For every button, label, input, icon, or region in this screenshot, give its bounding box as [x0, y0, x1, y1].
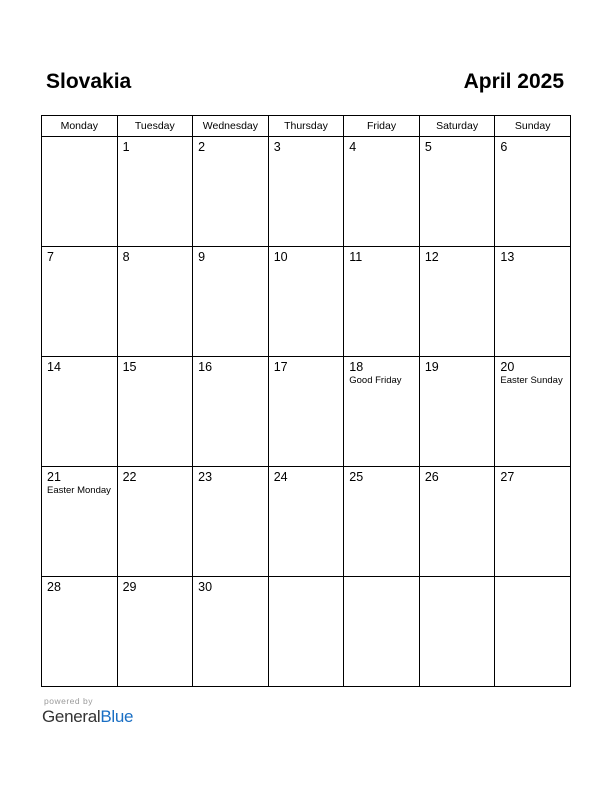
day-cell	[193, 357, 269, 467]
footer-branding	[42, 696, 133, 727]
day-number: 1	[122, 140, 130, 154]
day-cell	[344, 467, 420, 577]
day-cell	[268, 357, 344, 467]
week-row	[42, 247, 571, 357]
day-cell	[344, 137, 420, 247]
empty-day-cell	[268, 577, 344, 687]
generalblue-logo	[42, 707, 133, 727]
day-cell	[495, 467, 571, 577]
holiday-label: Easter Sunday	[500, 375, 563, 386]
day-number: 25	[349, 470, 364, 484]
day-number: 6	[500, 140, 508, 154]
day-number: 3	[273, 140, 281, 154]
day-cell	[117, 577, 193, 687]
day-number: 8	[122, 250, 130, 264]
day-cell	[419, 467, 495, 577]
weekday-header: Saturday	[419, 116, 495, 137]
day-cell	[344, 247, 420, 357]
weekday-header: Friday	[344, 116, 420, 137]
day-number: 19	[424, 360, 439, 374]
day-number: 20	[500, 360, 515, 374]
weekday-header: Monday	[42, 116, 118, 137]
month-year-title: April 2025	[463, 70, 564, 93]
day-number: 5	[424, 140, 432, 154]
week-row	[42, 137, 571, 247]
day-cell	[419, 137, 495, 247]
day-number: 4	[349, 140, 357, 154]
day-number: 17	[273, 360, 288, 374]
week-row	[42, 467, 571, 577]
day-number: 16	[198, 360, 213, 374]
day-cell	[268, 467, 344, 577]
day-cell	[419, 357, 495, 467]
day-number: 24	[273, 470, 288, 484]
powered-by-text: powered by	[44, 696, 93, 706]
day-cell	[268, 137, 344, 247]
day-number: 29	[122, 580, 137, 594]
day-number: 26	[424, 470, 439, 484]
day-cell	[117, 467, 193, 577]
empty-day-cell	[495, 577, 571, 687]
day-cell	[419, 247, 495, 357]
day-number: 10	[273, 250, 288, 264]
day-number: 23	[198, 470, 213, 484]
day-cell	[42, 577, 118, 687]
week-row	[42, 577, 571, 687]
calendar-header	[41, 70, 570, 100]
day-cell	[495, 357, 571, 467]
country-title: Slovakia	[46, 70, 132, 93]
day-number: 18	[349, 360, 364, 374]
empty-day-cell	[42, 137, 118, 247]
day-number: 11	[349, 250, 363, 264]
day-number: 22	[122, 470, 137, 484]
day-cell	[495, 247, 571, 357]
day-number: 15	[122, 360, 137, 374]
holiday-label: Good Friday	[349, 375, 402, 386]
day-cell	[268, 247, 344, 357]
day-number: 13	[500, 250, 515, 264]
day-number: 2	[198, 140, 206, 154]
empty-day-cell	[419, 577, 495, 687]
week-row	[42, 357, 571, 467]
empty-day-cell	[344, 577, 420, 687]
day-cell	[42, 467, 118, 577]
day-number: 12	[424, 250, 439, 264]
day-cell	[42, 247, 118, 357]
day-cell	[42, 357, 118, 467]
day-cell	[344, 357, 420, 467]
day-number: 30	[198, 580, 213, 594]
day-cell	[193, 577, 269, 687]
day-cell	[495, 137, 571, 247]
weekday-header: Wednesday	[193, 116, 269, 137]
holiday-label: Easter Monday	[47, 485, 111, 496]
day-cell	[117, 247, 193, 357]
day-cell	[193, 467, 269, 577]
weekday-header: Thursday	[268, 116, 344, 137]
day-number: 28	[47, 580, 61, 594]
day-cell	[117, 137, 193, 247]
day-number: 7	[47, 250, 54, 264]
day-number: 9	[198, 250, 206, 264]
day-cell	[193, 247, 269, 357]
calendar-grid	[41, 115, 571, 687]
brand-blue-text: Blue	[100, 707, 134, 726]
day-number: 14	[47, 360, 61, 374]
weekday-header: Tuesday	[117, 116, 193, 137]
weekday-header-row	[42, 116, 571, 137]
weekday-header: Sunday	[495, 116, 571, 137]
day-cell	[117, 357, 193, 467]
brand-general-text: General	[42, 707, 101, 726]
day-number: 27	[500, 470, 515, 484]
day-cell	[193, 137, 269, 247]
day-number: 21	[47, 470, 61, 484]
